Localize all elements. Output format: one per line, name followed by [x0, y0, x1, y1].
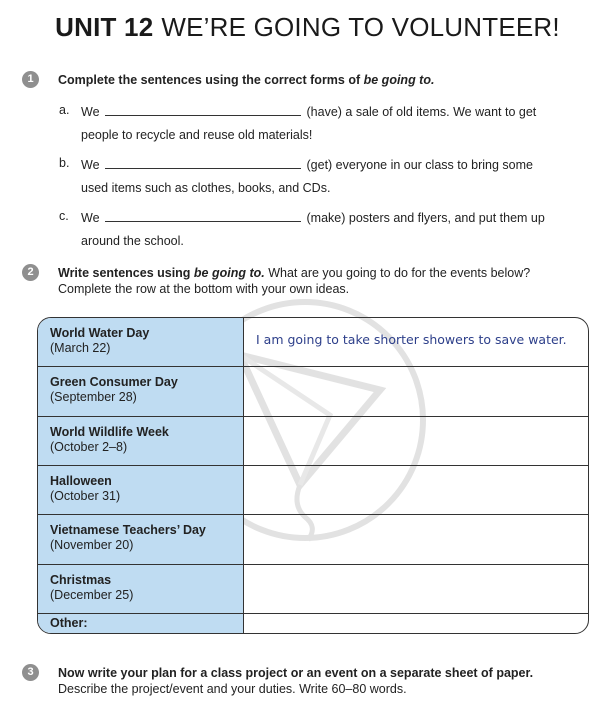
- events-table: [37, 317, 589, 634]
- answer-blank-b[interactable]: [105, 156, 301, 169]
- item-start: We: [81, 158, 100, 172]
- table-row: [38, 465, 588, 514]
- item-line2: used items such as clothes, books, and CDs.: [81, 181, 331, 195]
- answer-cell[interactable]: [244, 515, 589, 564]
- unit-title: [0, 12, 615, 43]
- item-line1-end: (have) a sale of old items. We want to get: [306, 105, 537, 119]
- event-date: (November 20): [50, 538, 134, 553]
- event-name: Halloween: [50, 473, 112, 488]
- event-date: (October 31): [50, 488, 121, 503]
- exercise-1-instruction-em: be going to.: [363, 73, 435, 87]
- exercise-1-number: 1: [22, 71, 39, 88]
- event-date: (October 2–8): [50, 439, 128, 454]
- item-line1-end: (make) posters and flyers, and put them up: [306, 211, 545, 225]
- table-row: [38, 564, 588, 613]
- event-cell: [38, 465, 244, 514]
- event-name: Christmas: [50, 572, 112, 587]
- table-row-other: [38, 613, 588, 633]
- unit-heading: WE’RE GOING TO VOLUNTEER!: [161, 12, 560, 42]
- table-row: [38, 416, 588, 465]
- answer-cell[interactable]: [244, 465, 589, 514]
- answer-cell[interactable]: [244, 564, 589, 613]
- answer-blank-c[interactable]: [105, 209, 301, 222]
- answer-blank-a[interactable]: [105, 103, 301, 116]
- event-cell: [38, 515, 244, 564]
- exercise-2-instruction-em: be going to.: [193, 266, 265, 280]
- answer-cell[interactable]: [244, 367, 589, 416]
- table-row: [38, 318, 588, 367]
- item-line2: people to recycle and reuse old materials!: [81, 128, 313, 142]
- answer-text: I am going to take shorter showers to save water.: [256, 332, 567, 347]
- event-name: Green Consumer Day: [50, 375, 178, 390]
- item-start: We: [81, 105, 100, 119]
- event-cell: [38, 367, 244, 416]
- answer-cell[interactable]: [244, 416, 589, 465]
- answer-cell-other[interactable]: [244, 613, 589, 633]
- exercise-3-instruction: [58, 665, 533, 697]
- event-cell: [38, 318, 244, 367]
- event-name: World Water Day: [50, 326, 150, 340]
- event-cell: [38, 416, 244, 465]
- event-date: (September 28): [50, 390, 137, 405]
- item-letter: c.: [59, 209, 69, 223]
- item-letter: b.: [59, 156, 70, 170]
- exercise-2-instruction-rest: What are you going to do for the events below?: [264, 266, 531, 280]
- item-line2: around the school.: [81, 234, 184, 248]
- exercise-2-instruction-line2: Complete the row at the bottom with your own ideas.: [58, 282, 350, 296]
- item-letter: a.: [59, 103, 70, 117]
- exercise-3-instruction-bold: Now write your plan for a class project or an event on a separate sheet of paper.: [58, 666, 534, 680]
- exercise-2-instruction-bold: Write sentences using: [58, 266, 194, 280]
- event-date: (March 22): [50, 341, 111, 355]
- exercise-1-instruction: [58, 72, 434, 88]
- event-cell: [38, 564, 244, 613]
- event-name: Vietnamese Teachers’ Day: [50, 523, 206, 538]
- item-line1-end: (get) everyone in our class to bring some: [306, 158, 533, 172]
- exercise-3-instruction-line2: Describe the project/event and your duties. Write 60–80 words.: [58, 682, 407, 696]
- exercise-3-number: 3: [22, 664, 39, 681]
- table-row: [38, 515, 588, 564]
- event-date: (December 25): [50, 587, 134, 602]
- event-name: World Wildlife Week: [50, 424, 169, 439]
- table-row: [38, 367, 588, 416]
- other-label: Other:: [50, 615, 88, 630]
- exercise-2-number: 2: [22, 264, 39, 281]
- event-cell-other: [38, 613, 244, 633]
- exercise-1-instruction-text: Complete the sentences using the correct forms of: [58, 73, 364, 87]
- unit-label: UNIT 12: [55, 12, 154, 42]
- item-start: We: [81, 211, 100, 225]
- answer-cell[interactable]: [244, 318, 589, 367]
- exercise-2-instruction: [58, 265, 530, 297]
